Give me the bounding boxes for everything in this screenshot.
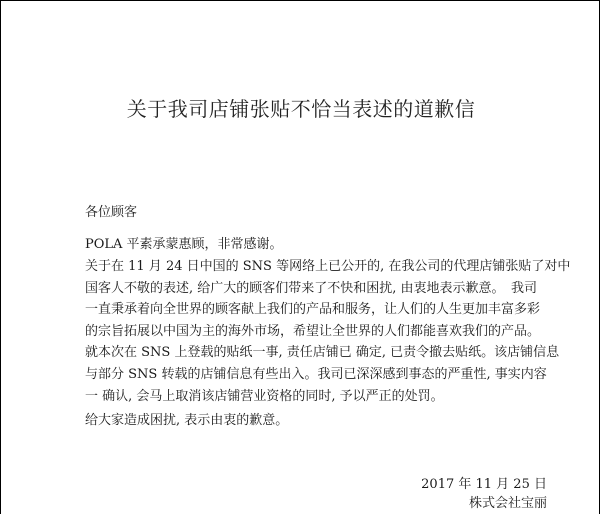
paragraph-line: 的宗旨拓展以中国为主的海外市场，希望让全世界的人们都能喜欢我们的产品。 [85,323,541,339]
main-paragraph [85,256,571,407]
closing-line: 给大家造成困扰, 表示由衷的歉意。 [85,413,289,428]
paragraph-line: 一 确认, 会马上取消该店铺营业资格的同时, 予以严正的处罚。 [85,388,444,404]
signature-date: 2017 年 11 月 25 日 [421,477,547,492]
paragraph-line: 关于在 11 月 24 日中国的 SNS 等网络上已公开的, 在我公司的代理店铺张贴了对中 [85,259,571,274]
signature-company: 株式会社宝丽 [468,496,547,511]
paragraph-line: 与部分 SNS 转载的店铺信息有些出入。我司已深深感到事态的严重性, 事实内容 [85,366,547,382]
paragraph-line: 国客人不敬的表述, 给广大的顾客们带来了不快和困扰, 由衷地表示歉意。 我司 [85,280,538,296]
greeting-line: POLA 平素承蒙惠顾，非常感谢。 [85,237,283,252]
letter-title: 关于我司店铺张贴不恰当表述的道歉信 [126,97,476,121]
paragraph-line: 一直秉承着向全世界的顾客献上我们的产品和服务，让人们的人生更加丰富多彩 [85,302,541,318]
paragraph-line: 就本次在 SNS 上登载的贴纸一事, 责任店铺已 确定, 已责令撤去贴纸。该店铺信息 [85,345,560,361]
salutation: 各位顾客 [85,205,138,220]
